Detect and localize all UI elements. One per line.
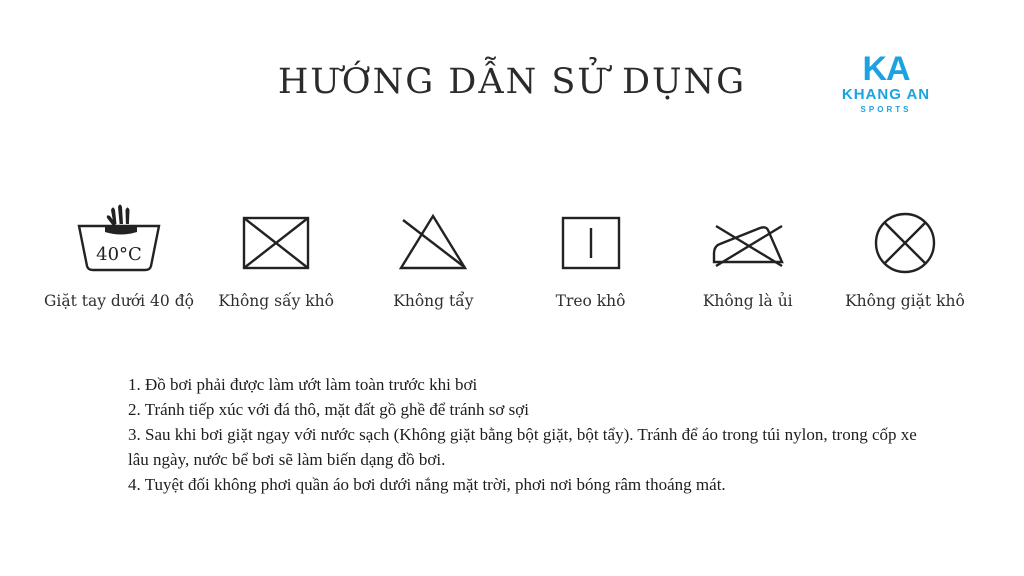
brand-logo	[826, 52, 946, 115]
logo-tagline: SPORTS	[860, 105, 912, 114]
no-iron-icon	[702, 200, 794, 280]
care-note-item: 1. Đồ bơi phải được làm ướt làm toàn trước khi bơi	[128, 375, 478, 394]
hand-wash-temperature-label: 40°C	[96, 244, 142, 265]
hand-wash-40c-icon	[71, 200, 167, 280]
care-note-item: 2. Tránh tiếp xúc với đá thô, mặt đất gồ ghề để tránh sơ sợi	[128, 400, 529, 419]
no-dry-clean-icon	[867, 200, 943, 280]
logo-brand-name: KHANG AN	[841, 86, 931, 103]
no-bleach-icon	[391, 200, 475, 280]
care-symbol-item	[830, 200, 980, 310]
care-symbol-caption: Không là ủi	[702, 292, 793, 310]
care-note-item: 3. Sau khi bơi giặt ngay với nước sạch (Không giặt bằng bột giặt, bột tẩy). Tránh để áo trong túi nylon, trong cốp xe lâu ngày, nước bể bơi sẽ làm biến dạng đồ bơi.	[128, 425, 917, 469]
care-symbol-caption: Treo khô	[555, 292, 626, 310]
care-symbol-item	[44, 200, 194, 310]
care-symbol-item	[673, 200, 823, 310]
care-notes-list	[128, 372, 918, 497]
care-symbol-item	[201, 200, 351, 310]
no-tumble-dry-icon	[236, 200, 316, 280]
care-symbol-item	[516, 200, 666, 310]
drip-dry-hang-icon	[555, 200, 627, 280]
care-note-item: 4. Tuyệt đối không phơi quần áo bơi dưới nắng mặt trời, phơi nơi bóng râm thoáng mát.	[128, 475, 726, 494]
care-symbol-item	[358, 200, 508, 310]
care-symbol-caption: Không sấy khô	[218, 292, 334, 310]
care-symbol-caption: Giặt tay dưới 40 độ	[44, 292, 194, 310]
care-symbol-caption: Không giặt khô	[845, 292, 965, 310]
logo-monogram: KA	[862, 50, 910, 88]
care-symbol-row	[44, 200, 980, 310]
care-symbol-caption: Không tẩy	[393, 292, 474, 310]
page-title: HƯỚNG DẪN SỬ DỤNG	[277, 62, 747, 102]
